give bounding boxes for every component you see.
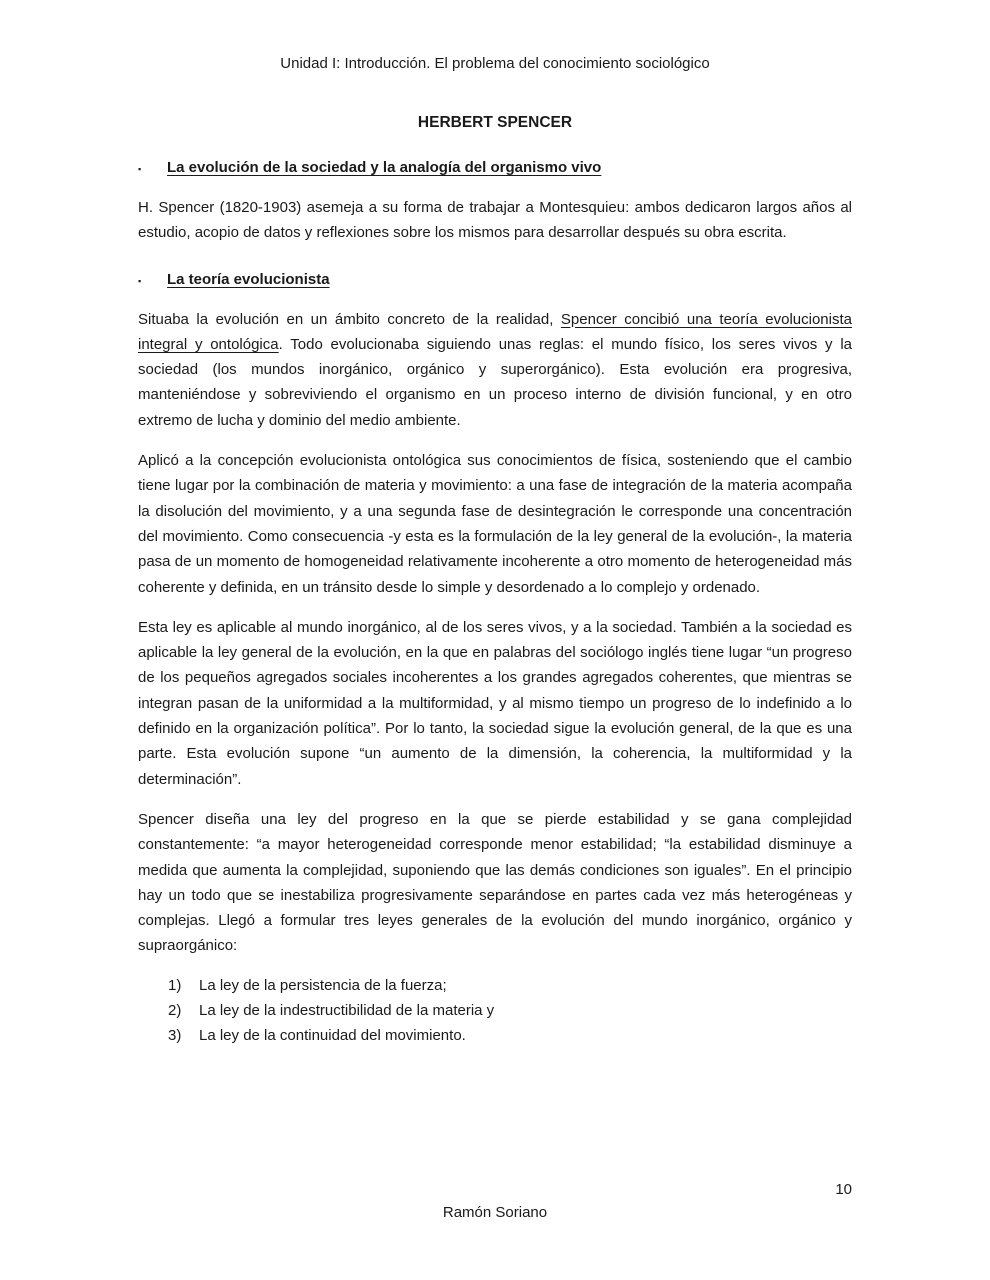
paragraph-fisica: Aplicó a la concepción evolucionista ontológica sus conocimientos de física, sosteniendo que el cambio tiene lugar por la combinación de materia y movimiento: a una fase de integración de la materia acompaña la disolución del movimiento, y a una segunda fase de desintegración le corresponde una concentración del movimiento. Como consecuencia -y esta es la formulación de la ley general de la evolución-, la materia pasa de un momento de homogeneidad relativamente incoherente a otro momento de heterogeneidad más coherente y definida, en un tránsito desde lo simple y desordenado a lo complejo y ordenado. — [138, 452, 852, 596]
list-item — [138, 973, 852, 998]
laws-list — [138, 973, 852, 1049]
paragraph-teoria — [138, 307, 852, 433]
square-bullet-icon: ▪ — [138, 164, 142, 174]
page-number: 10 — [835, 1181, 852, 1198]
list-item — [138, 1023, 852, 1048]
page-header: Unidad I: Introducción. El problema del conocimiento sociológico — [280, 55, 710, 72]
footer-author: Ramón Soriano — [442, 1204, 548, 1221]
paragraph-teoria-underlined-phrase: Spencer concibió una teoría evolucionista integral y ontológica — [138, 310, 852, 353]
section-heading-teoria — [138, 269, 852, 292]
square-bullet-icon: ▪ — [138, 275, 142, 286]
list-item-number: 2) — [168, 1002, 182, 1020]
paragraph-teoria-post: . Todo evolucionaba siguiendo unas reglas: el mundo físico, los seres vivos y la sociedad (los mundos inorgánico, orgánico y superorgánico). Esta evolución era progresiva, manteniéndose y sobreviviendo el organismo en un proceso interno de división funcional, y en otro extremo de lucha y dominio del medio ambiente. — [138, 335, 852, 429]
paragraph-spencer-bio: H. Spencer (1820-1903) asemeja a su forma de trabajar a Montesquieu: ambos dedicaron largos años al estudio, acopio de datos y reflexiones sobre los mismos para desarrollar después su obra escrita. — [138, 199, 852, 242]
list-item-text: La ley de la continuidad del movimiento. — [199, 1027, 466, 1045]
section-heading-evolution-label: La evolución de la sociedad y la analogía del organismo vivo — [167, 159, 602, 176]
section-heading-evolution — [138, 157, 852, 180]
section-heading-teoria-label: La teoría evolucionista — [167, 270, 330, 288]
paragraph-ley-progreso: Spencer diseña una ley del progreso en la que se pierde estabilidad y se gana complejidad constantemente: “a mayor heterogeneidad corresponde menor estabilidad; “la estabilidad disminuye a medida que aumenta la complejidad, suponiendo que las demás condiciones son iguales”. En el principio hay un todo que se inestabiliza progresivamente separándose en partes cada vez más heterogéneas y complejas. Llegó a formular tres leyes generales de la evolución del mundo inorgánico, orgánico y supraorgánico: — [138, 810, 852, 955]
paragraph-teoria-pre: Situaba la evolución en un ámbito concreto de la realidad, — [138, 310, 561, 328]
list-item — [138, 998, 852, 1023]
list-item-text: La ley de la persistencia de la fuerza; — [199, 976, 447, 994]
list-item-text: La ley de la indestructibilidad de la materia y — [199, 1002, 495, 1020]
document-title: HERBERT SPENCER — [417, 114, 573, 131]
list-item-number: 3) — [168, 1027, 182, 1045]
list-item-number: 1) — [168, 976, 182, 994]
paragraph-ley-aplicable: Esta ley es aplicable al mundo inorgánico, al de los seres vivos, y a la sociedad. También a la sociedad es aplicable la ley general de la evolución, en la que en palabras del sociólogo inglés tiene lugar “un progreso de los pequeños agregados sociales incoherentes a los grandes agregados coherentes, que mientras se integran pasan de la uniformidad a la multiformidad, y al mismo tiempo un progreso de lo indefinido a lo definido en la organización política”. Por lo tanto, la sociedad sigue la evolución general, de la que es una parte. Esta evolución supone “un aumento de la dimensión, la coherencia, la multiformidad y la determinación”. — [138, 618, 852, 788]
